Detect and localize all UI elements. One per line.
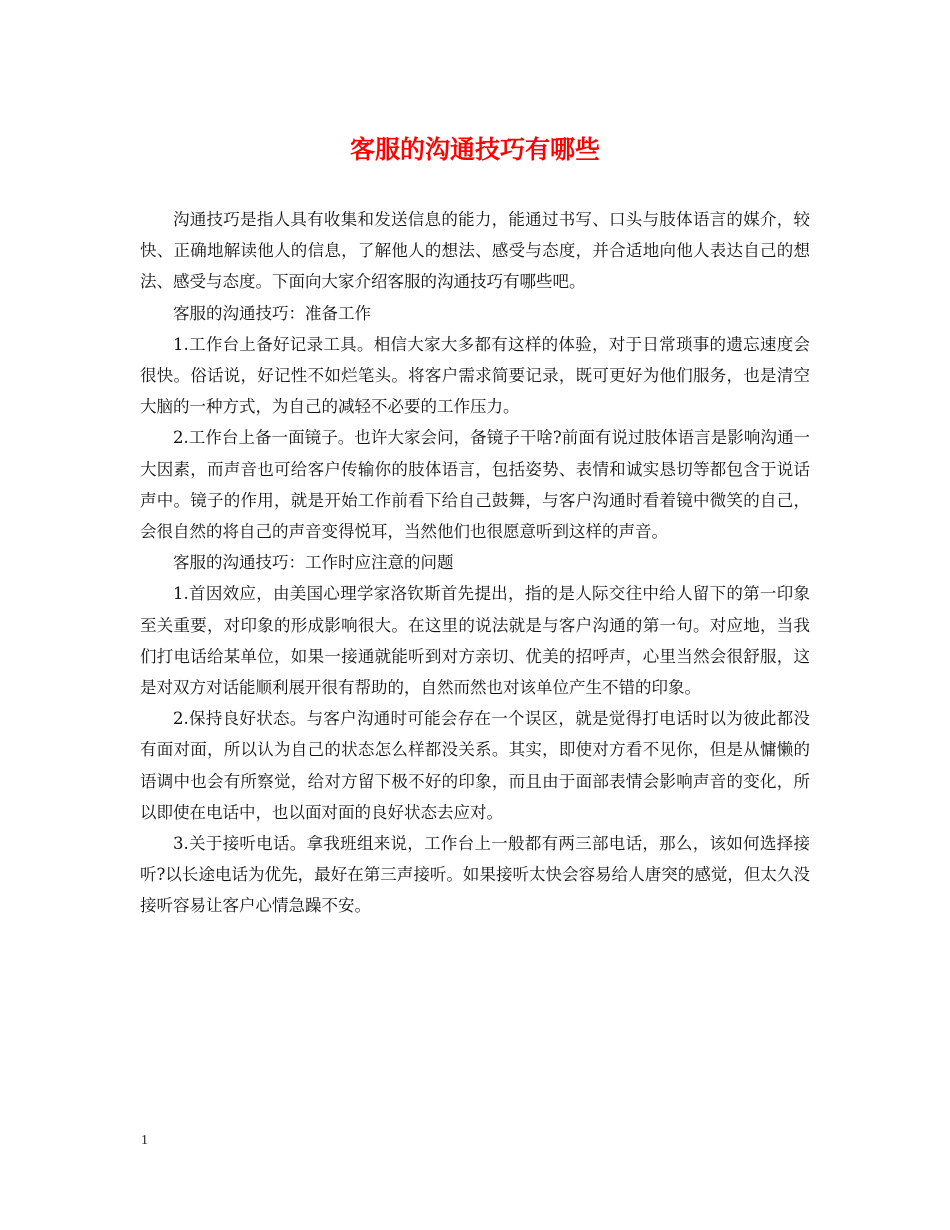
paragraph-prep-item-2: 2.工作台上备一面镜子。也许大家会问，备镜子干啥?前面有说过肢体语言是影响沟通一大因素，而声音也可给客户传输你的肢体语言，包括姿势、表情和诚实恳切等都包含于说话声中。镜子的作用，就是开始工作前看下给自己鼓舞，与客户沟通时看着镜中微笑的自己，会很自然的将自己的声音变得悦耳，当然他们也很愿意听到这样的声音。 [140, 428, 810, 542]
section-heading-preparation: 客服的沟通技巧：准备工作 [173, 303, 371, 323]
paragraph-work-item-2: 2.保持良好状态。与客户沟通时可能会存在一个误区，就是觉得打电话时以为彼此都没有面对面，所以认为自己的状态怎么样都没关系。其实，即使对方看不见你，但是从慵懒的语调中也会有所察觉，给对方留下极不好的印象，而且由于面部表情会影响声音的变化，所以即使在电话中，也以面对面的良好状态去应对。 [140, 709, 810, 822]
paragraph-work-item-3: 3.关于接听电话。拿我班组来说，工作台上一般都有两三部电话，那么，该如何选择接听?以长途电话为优先，最好在第三声接听。如果接听太快会容易给人唐突的感觉，但太久没接听容易让客户心情急躁不安。 [140, 834, 810, 916]
paragraph-work-item-1: 1.首因效应，由美国心理学家洛钦斯首先提出，指的是人际交往中给人留下的第一印象至关重要，对印象的形成影响很大。在这里的说法就是与客户沟通的第一句。对应地，当我们打电话给某单位，如果一接通就能听到对方亲切、优美的招呼声，心里当然会很舒服，这是对双方对话能顺利展开很有帮助的，自然而然也对该单位产生不错的印象。 [140, 584, 810, 698]
page-title: 客服的沟通技巧有哪些 [349, 135, 600, 164]
page-number: 1 [141, 1133, 148, 1148]
section-heading-work-issues: 客服的沟通技巧：工作时应注意的问题 [173, 553, 454, 573]
paragraph-prep-item-1: 1.工作台上备好记录工具。相信大家大多都有这样的体验，对于日常琐事的遗忘速度会很快。俗话说，好记性不如烂笔头。将客户需求简要记录，既可更好为他们服务，也是清空大脑的一种方式，为自己的减轻不必要的工作压力。 [140, 334, 810, 417]
document-body [140, 204, 810, 922]
paragraph-intro: 沟通技巧是指人具有收集和发送信息的能力，能通过书写、口头与肢体语言的媒介，较快、正确地解读他人的信息，了解他人的想法、感受与态度，并合适地向他人表达自己的想法、感受与态度。下面向大家介绍客服的沟通技巧有哪些吧。 [140, 210, 810, 292]
